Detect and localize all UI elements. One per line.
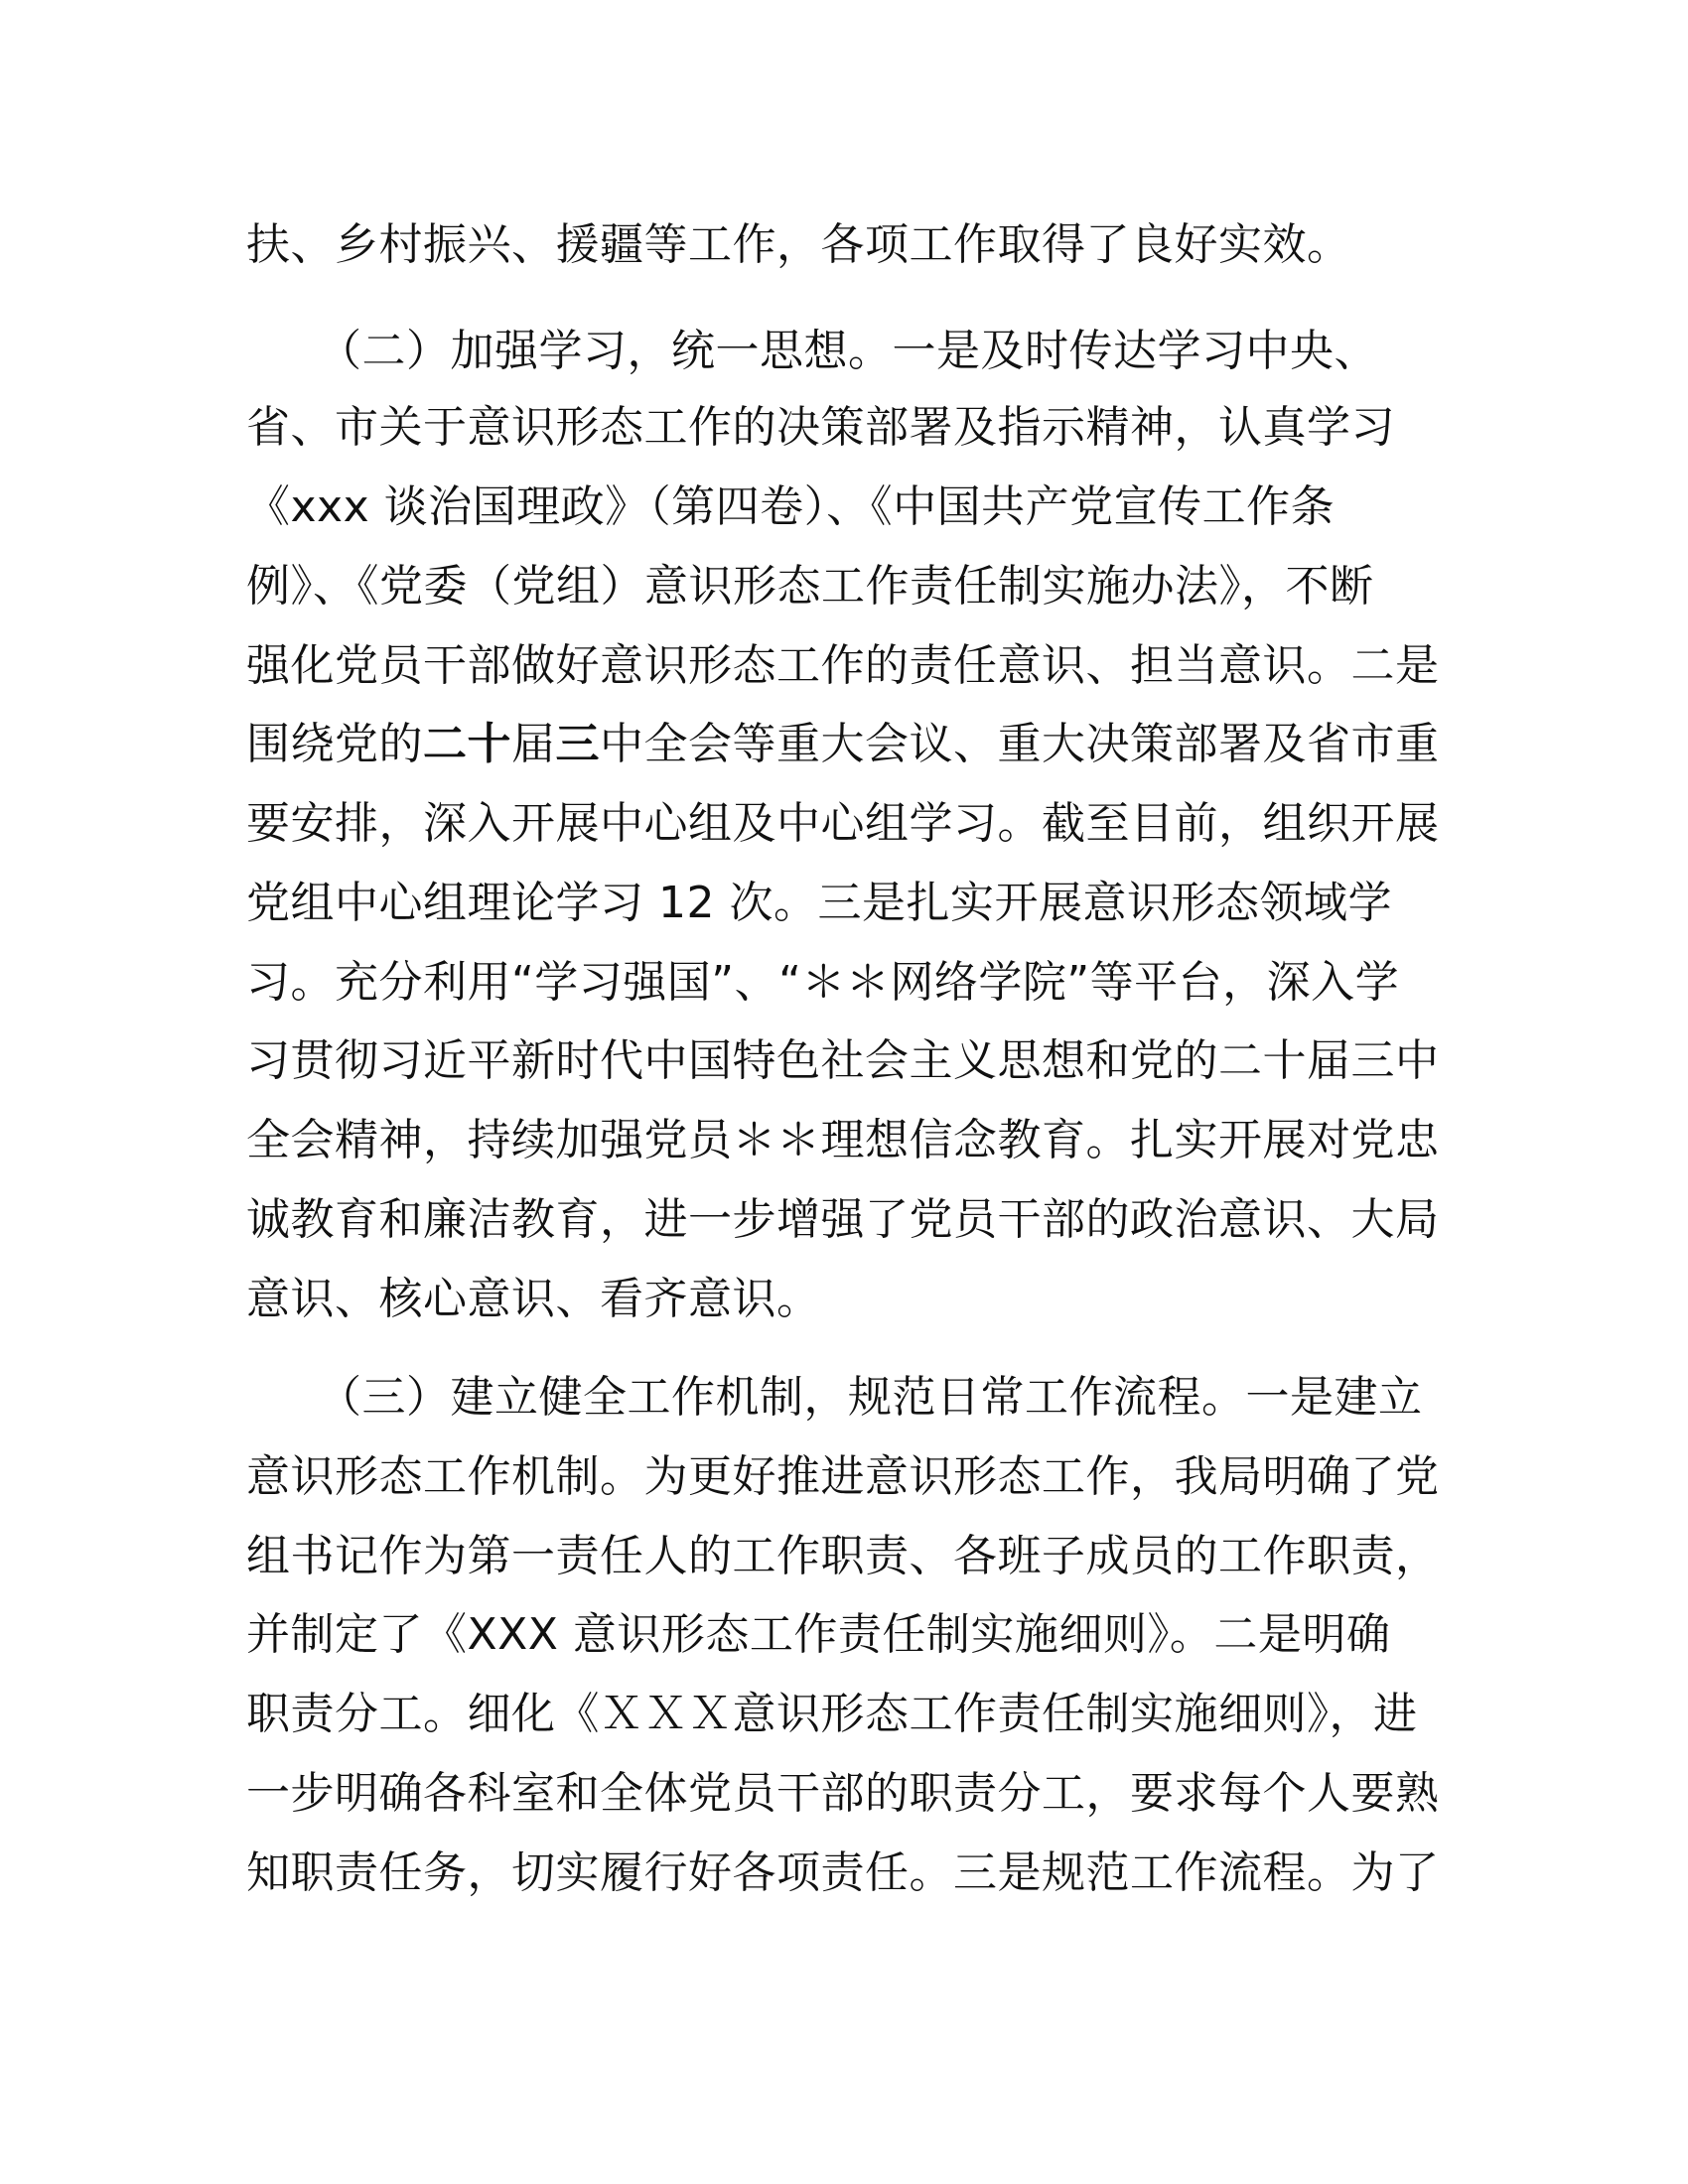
paragraph-heading-line: （三）建立健全工作机制，规范日常工作流程。一是建立 — [318, 1372, 1423, 1423]
text-span: 围绕党的 — [246, 719, 423, 769]
text-line: 诚教育和廉洁教育，进一步增强了党员干部的政治意识、大局 — [246, 1194, 1440, 1245]
text-line: 并制定了《XXX 意识形态工作责任制实施细则》。二是明确 — [246, 1609, 1391, 1660]
text-line: 全会精神，持续加强党员＊＊理想信念教育。扎实开展对党忠 — [246, 1115, 1440, 1165]
text-line: 习贯彻习近平新时代中国特色社会主义思想和党的二十届三中 — [246, 1035, 1440, 1086]
text-line: 意识、核心意识、看齐意识。 — [246, 1274, 821, 1324]
text-line: 意识形态工作机制。为更好推进意识形态工作，我局明确了党 — [246, 1451, 1440, 1502]
text-line-with-emphasis — [246, 717, 1438, 772]
emphasis-text: 三 — [555, 719, 600, 769]
text-line: 省、市关于意识形态工作的决策部署及指示精神，认真学习 — [246, 402, 1395, 453]
text-span: 届 — [511, 719, 556, 769]
text-line: 知职责任务，切实履行好各项责任。三是规范工作流程。为了 — [246, 1847, 1440, 1898]
emphasis-text: 二十 — [423, 719, 511, 769]
text-line: 职责分工。细化《ＸＸＸ意识形态工作责任制实施细则》，进 — [246, 1689, 1418, 1739]
text-line: 一步明确各科室和全体党员干部的职责分工，要求每个人要熟 — [246, 1768, 1440, 1819]
text-line: 扶、乡村振兴、援疆等工作，各项工作取得了良好实效。 — [246, 219, 1351, 270]
text-line: 《xxx 谈治国理政》（第四卷）、《中国共产党宣传工作条 — [246, 481, 1336, 532]
text-line: 例》、《党委（党组）意识形态工作责任制实施办法》，不断 — [246, 561, 1374, 612]
text-line: 党组中心组理论学习 12 次。三是扎实开展意识形态领域学 — [246, 878, 1392, 928]
text-line: 强化党员干部做好意识形态工作的责任意识、担当意识。二是 — [246, 640, 1440, 691]
paragraph-heading-line: （二）加强学习，统一思想。一是及时传达学习中央、 — [318, 326, 1378, 376]
text-line: 习。充分利用“学习强国”、“＊＊网络学院”等平台，深入学 — [246, 957, 1400, 1008]
text-span: 中全会等重大会议、重大决策部署及省市重 — [600, 719, 1440, 769]
text-line: 组书记作为第一责任人的工作职责、各班子成员的工作职责， — [246, 1531, 1440, 1581]
text-line: 要安排，深入开展中心组及中心组学习。截至目前，组织开展 — [246, 798, 1440, 849]
